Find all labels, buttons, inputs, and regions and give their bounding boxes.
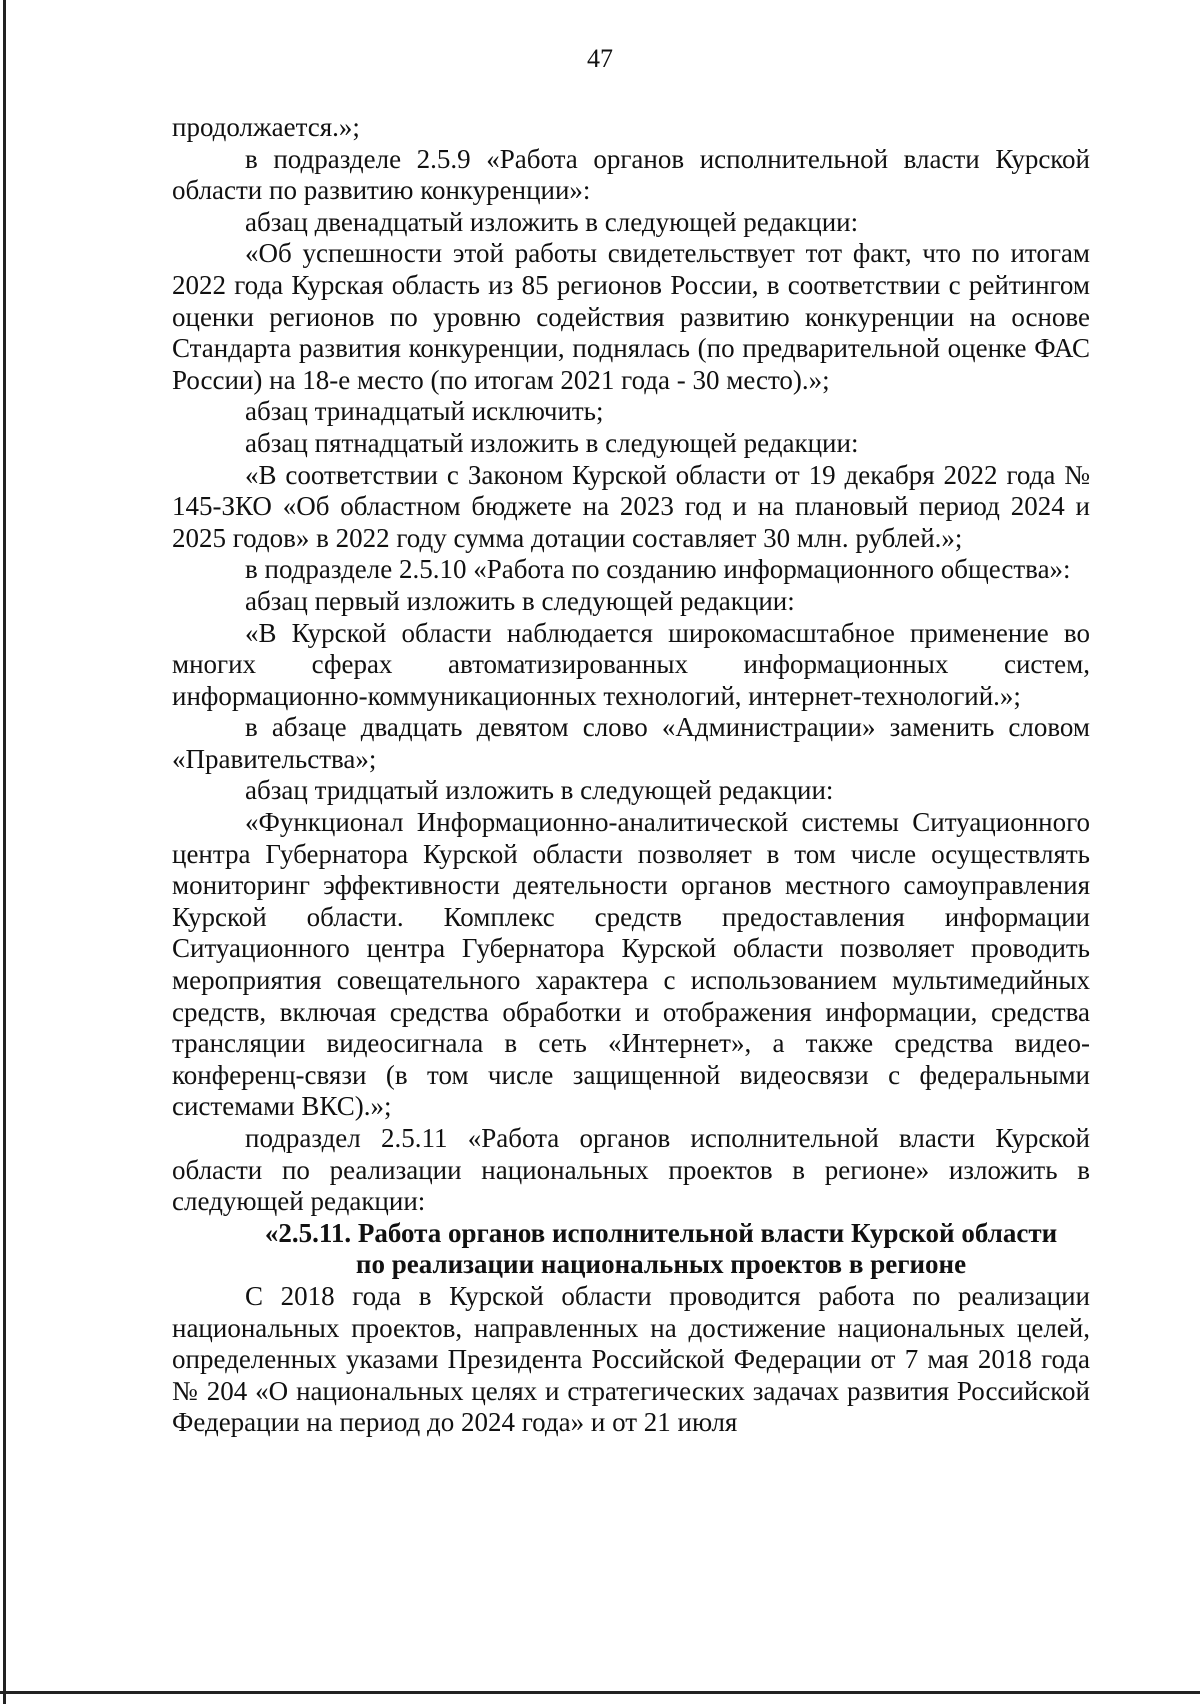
paragraph: продолжается.»; (172, 112, 360, 142)
paragraph: «В соответствии с Законом Курской области от 19 декабря 2022 года № 145-ЗКО «Об областном бюджете на 2023 год и на плановый период 2024 и 2025 годов» в 2022 году сумма дотации составляет 30 млн. рублей.»; (172, 459, 1090, 553)
section-heading-line-2: по реализации национальных проектов в регионе (355, 1249, 967, 1280)
paragraph: в подразделе 2.5.10 «Работа по созданию информационного общества»: (245, 554, 1071, 585)
document-body (172, 112, 1090, 1439)
paragraph: абзац двенадцатый изложить в следующей редакции: (245, 206, 859, 237)
paragraph: в подразделе 2.5.9 «Работа органов исполнительной власти Курской области по развитию конкуренции»: (172, 143, 1090, 206)
paragraph: «Функционал Информационно-аналитической системы Ситуационного центра Губернатора Курской области позволяет в том числе осуществлять мониторинг эффективности деятельности органов местного самоуправления Курской области. Комплекс средств предоставления информации Ситуационного центра Губернатора Курской области позволяет проводить мероприятия совещательного характера с использованием мультимедийных средств, включая средства обработки и отображения информации, средства трансляции видеосигнала в сеть «Интернет», а также средства видео-конференц-связи (в том числе защищенной видеосвязи с федеральными системами ВКС).»; (172, 807, 1090, 1122)
section-heading-line-1: «2.5.11. Работа органов исполнительной власти Курской области (264, 1217, 1058, 1248)
paragraph: «В Курской области наблюдается широкомасштабное применение во многих сферах автоматизированных информационных систем, информационно-коммуникационных технологий, интернет-технологий.»; (172, 617, 1090, 711)
paragraph: С 2018 года в Курской области проводится работа по реализации национальных проектов, направленных на достижение национальных целей, определенных указами Президента Российской Федерации от 7 мая 2018 года № 204 «О национальных целях и стратегических задачах развития Российской Федерации на период до 2024 года» и от 21 июля (172, 1280, 1090, 1438)
paragraph: «Об успешности этой работы свидетельствует тот факт, что по итогам 2022 года Курская область из 85 регионов России, в соответствии с рейтингом оценки регионов по уровню содействия развитию конкуренции на основе Стандарта развития конкуренции, поднялась (по предварительной оценке ФАС России) на 18-е место (по итогам 2021 года - 30 место).»; (172, 238, 1090, 395)
page-number: 47 (587, 44, 613, 73)
paragraph: абзац тринадцатый исключить; (245, 396, 604, 427)
paragraph: подраздел 2.5.11 «Работа органов исполнительной власти Курской области по реализации национальных проектов в регионе» изложить в следующей редакции: (172, 1123, 1090, 1217)
scan-edge-bottom (0, 1691, 1200, 1694)
scan-edge-left (3, 0, 6, 1704)
paragraph: абзац пятнадцатый изложить в следующей редакции: (245, 427, 859, 458)
paragraph: абзац тридцатый изложить в следующей редакции: (245, 775, 834, 806)
paragraph: абзац первый изложить в следующей редакции: (245, 585, 795, 616)
paragraph: в абзаце двадцать девятом слово «Администрации» заменить словом «Правительства»; (172, 712, 1090, 774)
